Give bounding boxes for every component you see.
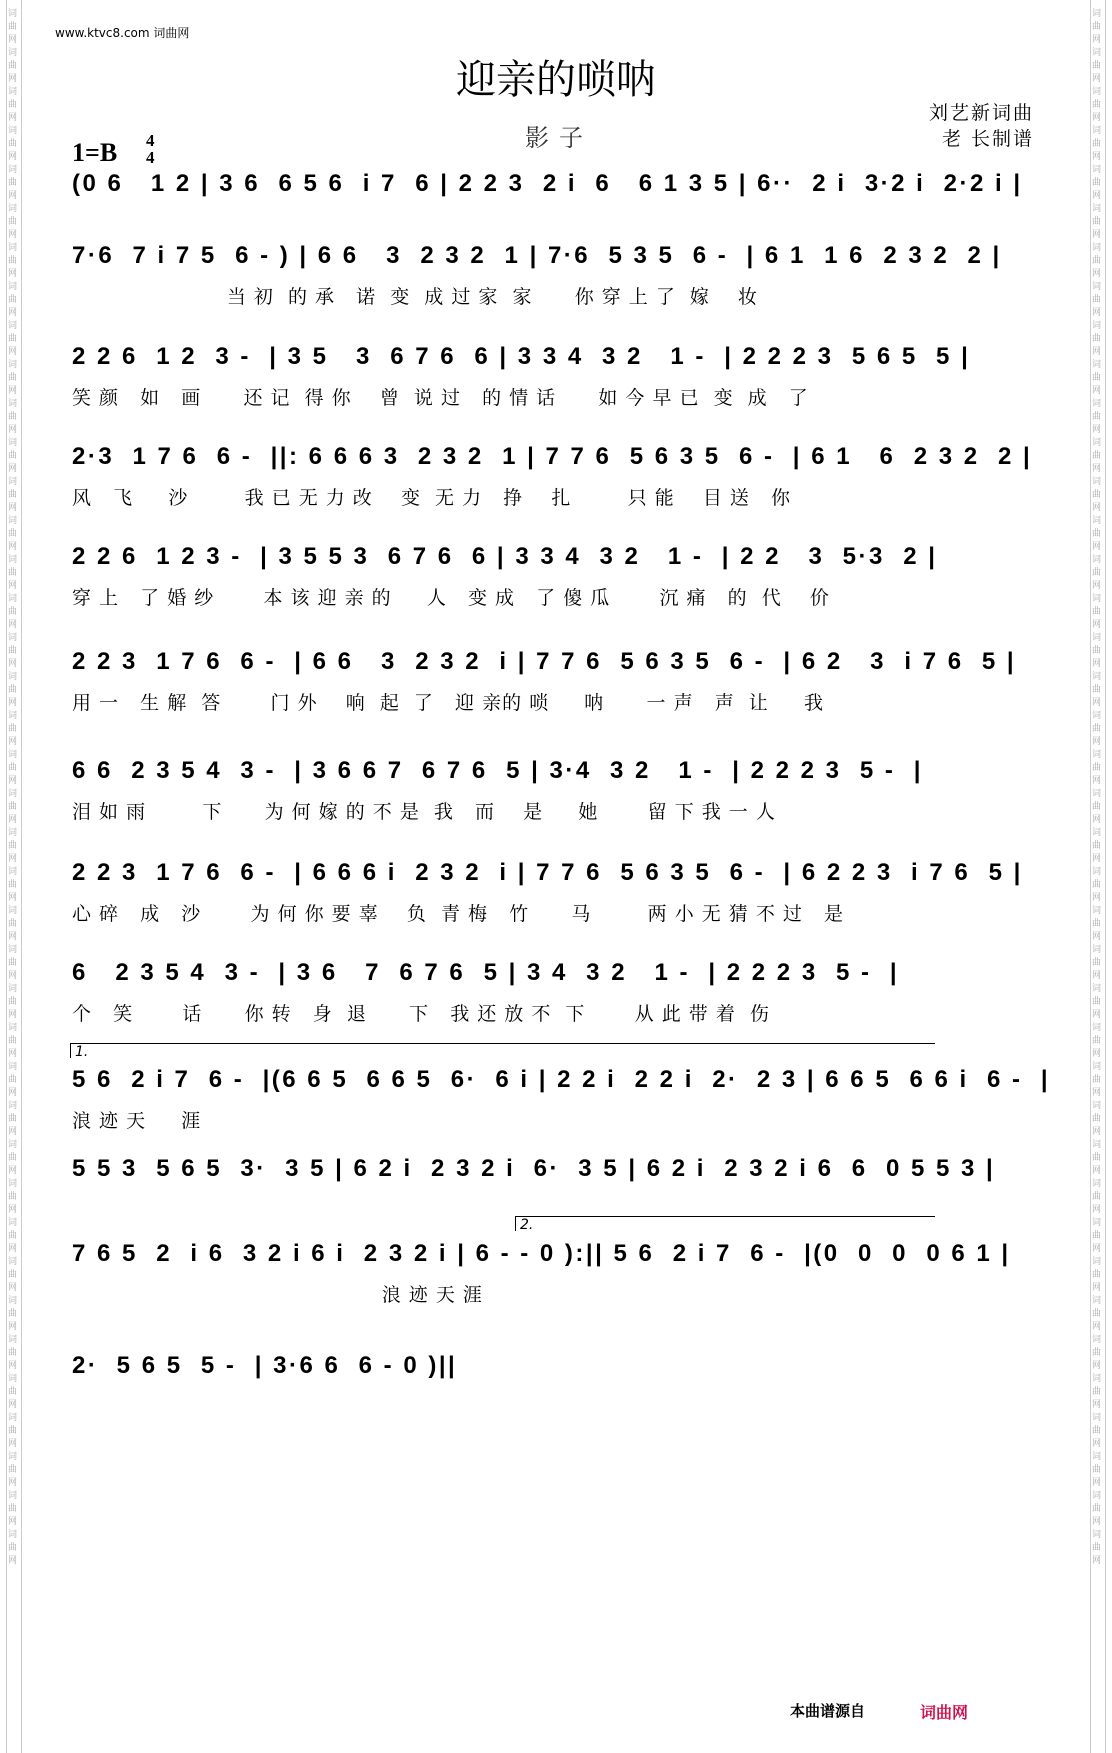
credit-notation: 老 长制谱 (941, 128, 1034, 150)
notation-row: 5 6 2 i 7 6 - |(6 6 5 6 6 5 6· 6 i | 2 2 i 2 2 i 2· 2 3 | 6 6 5 6 6 i 6 - | (72, 1066, 1051, 1093)
lyric-row: 风 飞 沙 我 已 无 力 改 变 无 力 挣 扎 只 能 目 送 你 (72, 487, 792, 509)
footer-logo[interactable]: 词曲网 (920, 1703, 969, 1722)
lyric-row: 用 一 生 解 答 门 外 响 起 了 迎 亲的 唢 呐 一 声 声 让 我 (72, 692, 824, 714)
right-watermark-strip (1090, 0, 1106, 1753)
song-title: 迎亲的唢呐 (456, 57, 656, 103)
lyric-row: 个 笑 话 你 转 身 退 下 我 还 放 不 下 从 此 带 着 伤 (72, 1003, 770, 1025)
notation-row: 2· 5 6 5 5 - | 3·6 6 6 - 0 )|| (72, 1352, 458, 1379)
watermark-text: 词曲网词曲网词曲网词曲网词曲网词曲网词曲网词曲网词曲网词曲网词曲网词曲网词曲网词曲网词曲网词曲网词曲网词曲网词曲网词曲网词曲网词曲网词曲网词曲网词曲网词曲网词曲网词曲网词曲网词曲网词曲网词曲网词曲网词曲网词曲网词曲网词曲网词曲网词曲网词曲网 (8, 9, 18, 1566)
notation-row: 7 6 5 2 i 6 3 2 i 6 i 2 3 2 i | 6 - - 0 ):|| 5 6 2 i 7 6 - |(0 0 0 0 6 1 | (72, 1240, 1011, 1267)
key-signature: 1=B (72, 138, 118, 167)
footer-source: 本曲谱源自 (790, 1702, 866, 1720)
notation-row: 6 2 3 5 4 3 - | 3 6 7 6 7 6 5 | 3 4 3 2 1 - | 2 2 2 3 5 - | (72, 959, 900, 986)
notation-row: 2 2 6 1 2 3 - | 3 5 5 3 6 7 6 6 | 3 3 4 3 2 1 - | 2 2 3 5·3 2 | (72, 543, 938, 570)
notation-row: 6 6 2 3 5 4 3 - | 3 6 6 7 6 7 6 5 | 3·4 3 2 1 - | 2 2 2 3 5 - | (72, 757, 923, 784)
lyric-row: 穿 上 了 婚 纱 本 该 迎 亲 的 人 变 成 了 傻 瓜 沉 痛 的 代 价 (72, 587, 830, 609)
notation-row: 5 5 3 5 6 5 3· 3 5 | 6 2 i 2 3 2 i 6· 3 5 | 6 2 i 2 3 2 i 6 6 0 5 5 3 | (72, 1155, 996, 1182)
time-bottom: 4 (146, 148, 155, 167)
time-signature (146, 132, 155, 166)
lyric-row: 浪 迹 天 涯 (72, 1284, 483, 1306)
singer: 影子 (525, 124, 593, 152)
volta-2: 2. (515, 1216, 935, 1231)
lyric-row: 当 初 的 承 诺 变 成 过 家 家 你 穿 上 了 嫁 妆 (72, 286, 759, 308)
notation-row: 2·3 1 7 6 6 - ||: 6 6 6 3 2 3 2 1 | 7 7 6 5 6 3 5 6 - | 6 1 6 2 3 2 2 | (72, 443, 1033, 470)
lyric-row: 心 碎 成 沙 为 何 你 要 辜 负 青 梅 竹 马 两 小 无 猜 不 过 是 (72, 903, 844, 925)
lyric-row: 笑 颜 如 画 还 记 得 你 曾 说 过 的 情 话 如 今 早 已 变 成 了 (72, 387, 809, 409)
notation-row: 2 2 3 1 7 6 6 - | 6 6 6 i 2 3 2 i | 7 7 6 5 6 3 5 6 - | 6 2 2 3 i 7 6 5 | (72, 859, 1023, 886)
left-watermark-strip (6, 0, 22, 1753)
volta-1: 1. (70, 1043, 935, 1058)
notation-row: (0 6 1 2 | 3 6 6 5 6 i 7 6 | 2 2 3 2 i 6 6 1 3 5 | 6·· 2 i 3·2 i 2·2 i | (72, 170, 1023, 197)
lyric-row: 浪 迹 天 涯 (72, 1110, 202, 1132)
time-top: 4 (146, 131, 155, 150)
site-url[interactable]: www.ktvc8.com 词曲网 (55, 26, 190, 40)
lyric-row: 泪 如 雨 下 为 何 嫁 的 不 是 我 而 是 她 留 下 我 一 人 (72, 801, 776, 823)
watermark-text: 词曲网词曲网词曲网词曲网词曲网词曲网词曲网词曲网词曲网词曲网词曲网词曲网词曲网词曲网词曲网词曲网词曲网词曲网词曲网词曲网词曲网词曲网词曲网词曲网词曲网词曲网词曲网词曲网词曲网词曲网词曲网词曲网词曲网词曲网词曲网词曲网词曲网词曲网词曲网词曲网 (1092, 9, 1102, 1566)
credit-lyrics-music: 刘艺新词曲 (928, 102, 1034, 124)
notation-row: 2 2 6 1 2 3 - | 3 5 3 6 7 6 6 | 3 3 4 3 2 1 - | 2 2 2 3 5 6 5 5 | (72, 343, 971, 370)
notation-row: 7·6 7 i 7 5 6 - ) | 6 6 3 2 3 2 1 | 7·6 5 3 5 6 - | 6 1 1 6 2 3 2 2 | (72, 242, 1002, 269)
notation-row: 2 2 3 1 7 6 6 - | 6 6 3 2 3 2 i | 7 7 6 5 6 3 5 6 - | 6 2 3 i 7 6 5 | (72, 648, 1017, 675)
